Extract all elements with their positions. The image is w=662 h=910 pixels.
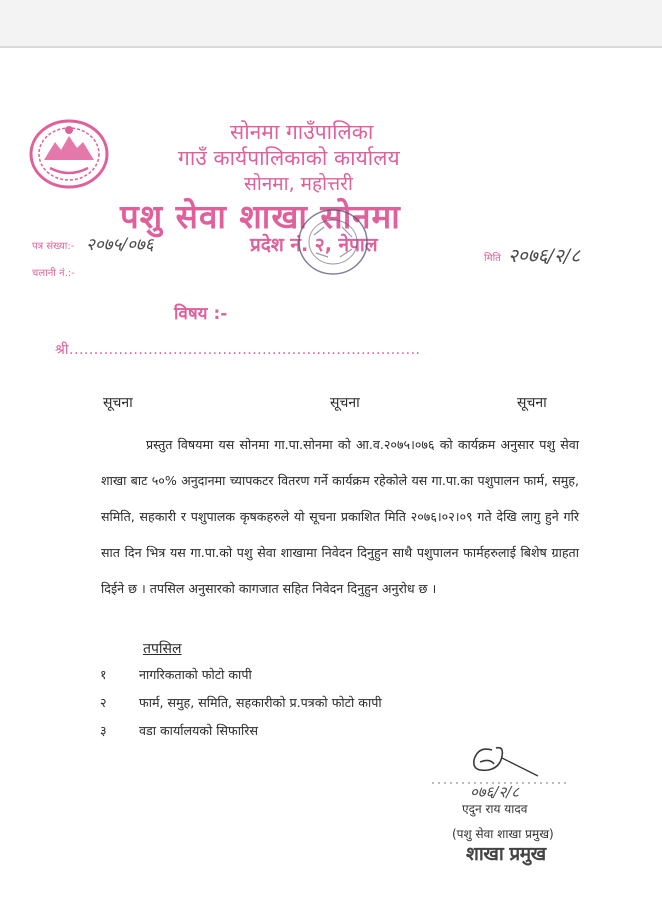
signatory-name: एदुन राय यादव xyxy=(462,802,528,816)
notice-heading: सूचना xyxy=(517,395,547,411)
office-name: गाउँ कार्यपालिकाको कार्यालय xyxy=(178,146,400,170)
list-item-text: नागरिकताको फोटो कापी xyxy=(139,667,252,682)
signature-date: ०७६/२/८ xyxy=(470,783,520,801)
signatory-title: (पशु सेवा शाखा प्रमुख) xyxy=(452,827,554,841)
recipient-line: श्री....................................................................... xyxy=(55,342,421,358)
letter-number-label: पत्र संख्या:- xyxy=(32,241,75,252)
list-item-number: १ xyxy=(100,667,107,682)
list-item-number: ३ xyxy=(100,723,107,738)
nepal-emblem-icon xyxy=(28,118,110,190)
body-paragraph: प्रस्तुत विषयमा यस सोनमा गा.पा.सोनमा को आ.व.२०७५।०७६ को कार्यक्रम अनुसार पशु सेवा शाखा बाट ५०% अनुदानमा च्यापकटर वितरण गर्ने कार्यक्रम रहेकोले यस गा.पा.का पशुपालन फार्म, समुह, समिति, सहकारी र पशुपालक कृषकहरुले यो सूचना प्रकाशित मिति २०७६।०२।०९ गते देखि लागु हुने गरि सात दिन भित्र यस गा.पा.को पशु सेवा शाखामा निवेदन दिनुहुन साथै पशुपालन फार्महरुलाई बिशेष ग्राहता दिईने छ । तपसिल अनुसारको कागजात सहित निवेदन दिनुहुन अनुरोध छ । xyxy=(101,437,579,596)
page-edge xyxy=(0,46,662,48)
letter-number-value: २०७५/०७६ xyxy=(86,235,154,255)
dispatch-number-label: चलानी नं.:- xyxy=(32,268,75,279)
date-value: २०७६/२/८ xyxy=(508,245,581,267)
subject-label: विषय :- xyxy=(174,304,228,324)
province-line: प्रदेश नं. २, नेपाल xyxy=(250,234,378,256)
list-item-number: २ xyxy=(100,695,107,710)
designation-stamp: शाखा प्रमुख xyxy=(466,843,546,865)
list-item-text: फार्म, समुह, समिति, सहकारीको प्र.पत्रको फोटो कापी xyxy=(139,695,382,710)
notice-heading: सूचना xyxy=(103,395,133,411)
date-label: मिति xyxy=(484,253,501,264)
section-title: पशु सेवा शाखा सोनमा xyxy=(120,197,401,236)
municipality-name: सोनमा गाउँपालिका xyxy=(230,120,374,144)
annex-title: तपसिल xyxy=(143,641,182,657)
scan-margin xyxy=(0,0,662,48)
address-line: सोनमा, महोत्तरी xyxy=(244,173,353,195)
notice-heading: सूचना xyxy=(330,395,360,411)
list-item-text: वडा कार्यालयको सिफारिस xyxy=(139,723,258,738)
office-stamp xyxy=(294,205,372,279)
notice-body xyxy=(101,427,579,607)
